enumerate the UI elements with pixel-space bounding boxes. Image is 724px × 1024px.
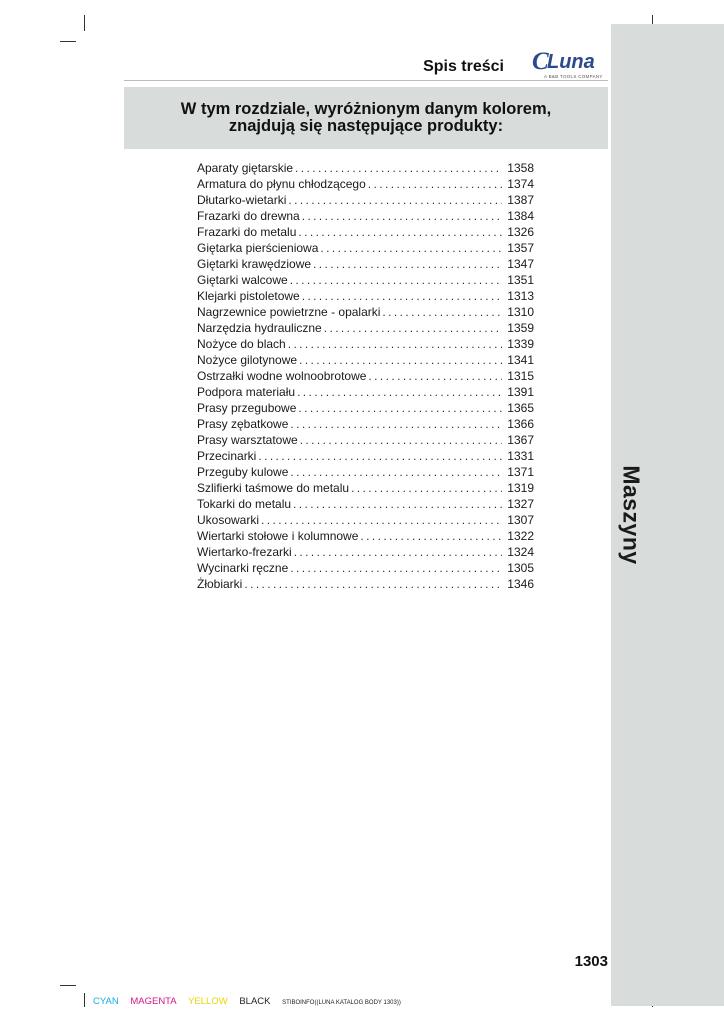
intro-banner <box>124 87 608 149</box>
toc-item[interactable] <box>197 448 534 464</box>
toc-item-page: 1313 <box>507 289 534 303</box>
toc-item-page: 1371 <box>507 465 534 479</box>
toc-item-name: Prasy zębatkowe <box>197 417 289 431</box>
toc-leader-dots <box>290 272 502 288</box>
print-color-bar <box>93 996 410 1007</box>
toc-leader-dots <box>302 208 502 224</box>
toc-leader-dots <box>299 352 502 368</box>
toc-item[interactable] <box>197 512 534 528</box>
toc-item[interactable] <box>197 240 534 256</box>
toc-leader-dots <box>368 368 502 384</box>
toc-item-name: Frazarki do drewna <box>197 209 300 223</box>
toc-leader-dots <box>290 560 502 576</box>
toc-leader-dots <box>290 464 502 480</box>
toc-item[interactable] <box>197 320 534 336</box>
color-black: BLACK <box>239 996 271 1007</box>
toc-item-page: 1310 <box>507 305 534 319</box>
banner-line-2: znajdują się następujące produkty: <box>228 117 504 135</box>
toc-item[interactable] <box>197 416 534 432</box>
toc-item-name: Dłutarko-wietarki <box>197 193 287 207</box>
color-yellow: YELLOW <box>188 996 228 1007</box>
toc-item-name: Frazarki do metalu <box>197 225 297 239</box>
toc-item-name: Giętarki walcowe <box>197 273 288 287</box>
toc-item-page: 1339 <box>507 337 534 351</box>
toc-item-page: 1341 <box>507 353 534 367</box>
toc-list <box>197 160 534 592</box>
toc-leader-dots <box>302 288 502 304</box>
banner-text <box>124 101 608 135</box>
toc-item-name: Giętarki krawędziowe <box>197 257 312 271</box>
toc-item-page: 1307 <box>507 513 534 527</box>
toc-item[interactable] <box>197 576 534 592</box>
page-number: 1303 <box>574 953 608 970</box>
toc-item-name: Armatura do płynu chłodzącego <box>197 177 366 191</box>
toc-leader-dots <box>258 448 502 464</box>
toc-item[interactable] <box>197 304 534 320</box>
crop-mark <box>60 41 76 42</box>
print-info: STIBOINFO((LUNA KATALOG BODY 1303)) <box>282 1000 401 1006</box>
toc-leader-dots <box>351 480 502 496</box>
toc-item-name: Wycinarki ręczne <box>197 561 289 575</box>
toc-item-page: 1384 <box>507 209 534 223</box>
crop-mark <box>84 15 85 31</box>
toc-leader-dots <box>324 320 502 336</box>
toc-item-page: 1315 <box>507 369 534 383</box>
toc-item-page: 1346 <box>507 577 534 591</box>
toc-item-page: 1331 <box>507 449 534 463</box>
toc-item-page: 1347 <box>507 257 534 271</box>
color-cyan: CYAN <box>93 996 119 1007</box>
toc-leader-dots <box>298 400 502 416</box>
toc-leader-dots <box>382 304 502 320</box>
banner-line-1: W tym rozdziale, wyróżnionym danym kolorem, <box>180 100 552 118</box>
toc-item-page: 1365 <box>507 401 534 415</box>
toc-item-name: Tokarki do metalu <box>197 497 292 511</box>
toc-item[interactable] <box>197 288 534 304</box>
toc-leader-dots <box>298 224 502 240</box>
toc-leader-dots <box>300 432 502 448</box>
toc-item[interactable] <box>197 160 534 176</box>
toc-item[interactable] <box>197 400 534 416</box>
toc-item-name: Nagrzewnice powietrzne - opalarki <box>197 305 381 319</box>
toc-leader-dots <box>360 528 502 544</box>
toc-item[interactable] <box>197 272 534 288</box>
toc-item-name: Klejarki pistoletowe <box>197 289 300 303</box>
toc-item[interactable] <box>197 208 534 224</box>
toc-leader-dots <box>294 544 502 560</box>
toc-item-page: 1319 <box>507 481 534 495</box>
toc-leader-dots <box>297 384 502 400</box>
toc-item-name: Przeguby kulowe <box>197 465 289 479</box>
toc-item-page: 1391 <box>507 385 534 399</box>
toc-item-name: Ukosowarki <box>197 513 260 527</box>
toc-leader-dots <box>288 336 502 352</box>
toc-item[interactable] <box>197 352 534 368</box>
toc-leader-dots <box>295 160 502 176</box>
toc-item[interactable] <box>197 496 534 512</box>
toc-item-name: Ostrzałki wodne wolnoobrotowe <box>197 369 367 383</box>
toc-item-page: 1326 <box>507 225 534 239</box>
toc-leader-dots <box>368 176 502 192</box>
toc-item[interactable] <box>197 192 534 208</box>
crop-mark <box>84 993 85 1007</box>
toc-item[interactable] <box>197 336 534 352</box>
logo-mark-icon: C <box>532 48 549 75</box>
side-tab <box>611 455 651 575</box>
toc-item-page: 1327 <box>507 497 534 511</box>
toc-item-name: Prasy warsztatowe <box>197 433 298 447</box>
toc-item[interactable] <box>197 256 534 272</box>
toc-item-page: 1366 <box>507 417 534 431</box>
toc-leader-dots <box>313 256 502 272</box>
toc-item-page: 1322 <box>507 529 534 543</box>
toc-item-name: Przecinarki <box>197 449 257 463</box>
toc-leader-dots <box>290 416 502 432</box>
section-title: Spis treści <box>423 58 504 75</box>
toc-item-page: 1367 <box>507 433 534 447</box>
toc-leader-dots <box>244 576 502 592</box>
color-magenta: MAGENTA <box>130 996 177 1007</box>
logo-brand: Luna <box>547 51 595 73</box>
toc-item[interactable] <box>197 224 534 240</box>
toc-item[interactable] <box>197 176 534 192</box>
toc-item[interactable] <box>197 544 534 560</box>
toc-item-name: Narzędzia hydrauliczne <box>197 321 322 335</box>
toc-item[interactable] <box>197 464 534 480</box>
toc-item[interactable] <box>197 368 534 384</box>
logo <box>532 48 604 82</box>
toc-item-page: 1387 <box>507 193 534 207</box>
toc-item-name: Podpora materiału <box>197 385 296 399</box>
toc-item[interactable] <box>197 432 534 448</box>
toc-item-name: Aparaty giętarskie <box>197 161 294 175</box>
toc-item-name: Giętarka pierścieniowa <box>197 241 319 255</box>
toc-item-page: 1358 <box>507 161 534 175</box>
toc-item-name: Prasy przegubowe <box>197 401 297 415</box>
toc-leader-dots <box>288 192 502 208</box>
crop-mark <box>60 985 76 986</box>
toc-item[interactable] <box>197 384 534 400</box>
toc-item-name: Nożyce gilotynowe <box>197 353 298 367</box>
toc-item-name: Szlifierki taśmowe do metalu <box>197 481 350 495</box>
toc-item-name: Żłobiarki <box>197 577 243 591</box>
toc-leader-dots <box>320 240 502 256</box>
toc-item-name: Wiertarko-frezarki <box>197 545 292 559</box>
toc-item-page: 1357 <box>507 241 534 255</box>
toc-item-page: 1374 <box>507 177 534 191</box>
toc-item-page: 1324 <box>507 545 534 559</box>
toc-item-name: Wiertarki stołowe i kolumnowe <box>197 529 359 543</box>
toc-item-page: 1305 <box>507 561 534 575</box>
header-divider <box>124 80 608 81</box>
side-tab-label: Maszyny <box>618 465 645 565</box>
toc-leader-dots <box>293 496 502 512</box>
logo-tagline: A B&B TOOLS COMPANY <box>544 74 603 79</box>
toc-leader-dots <box>261 512 502 528</box>
toc-item-name: Nożyce do blach <box>197 337 286 351</box>
toc-item[interactable] <box>197 560 534 576</box>
toc-item[interactable] <box>197 480 534 496</box>
toc-item-page: 1359 <box>507 321 534 335</box>
toc-item-page: 1351 <box>507 273 534 287</box>
toc-item[interactable] <box>197 528 534 544</box>
